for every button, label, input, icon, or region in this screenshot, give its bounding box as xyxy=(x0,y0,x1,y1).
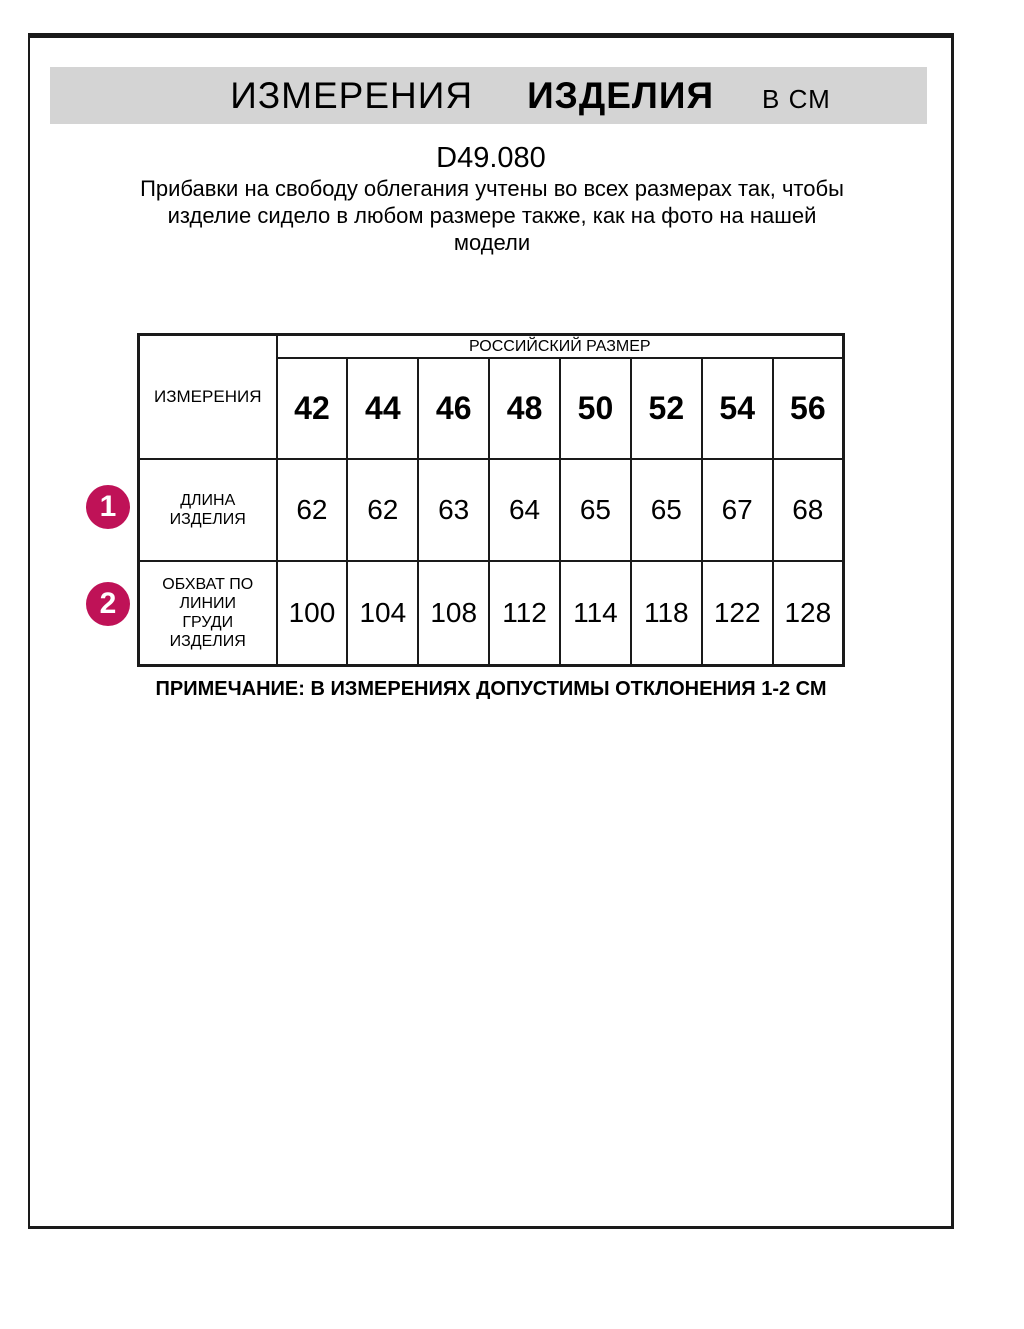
row-label-length: ДЛИНА ИЗДЕЛИЯ xyxy=(139,459,277,561)
size-header-cell: 50 xyxy=(560,358,631,459)
value-cell: 118 xyxy=(631,561,702,666)
measure-column-header-cell: ИЗМЕРЕНИЯ xyxy=(139,335,277,460)
page-title-product: ИЗДЕЛИЯ xyxy=(527,75,715,116)
page-title-measurements: ИЗМЕРЕНИЯ xyxy=(230,75,474,116)
size-header-cell: 56 xyxy=(773,358,844,459)
value-cell: 114 xyxy=(560,561,631,666)
value-cell: 128 xyxy=(773,561,844,666)
value-cell: 63 xyxy=(418,459,489,561)
page-title-unit: В СМ xyxy=(762,84,831,114)
row-label-chest: ОБХВАТ ПО ЛИНИИ ГРУДИ ИЗДЕЛИЯ xyxy=(139,561,277,666)
value-cell: 108 xyxy=(418,561,489,666)
size-header-cell: 44 xyxy=(347,358,418,459)
size-header-cell: 42 xyxy=(277,358,348,459)
size-header-cell: 54 xyxy=(702,358,773,459)
value-cell: 100 xyxy=(277,561,348,666)
size-header-cell: 46 xyxy=(418,358,489,459)
russian-size-header-cell: РОССИЙСКИЙ РАЗМЕР xyxy=(277,335,844,359)
tolerance-note: ПРИМЕЧАНИЕ: В ИЗМЕРЕНИЯХ ДОПУСТИМЫ ОТКЛОНЕНИЯ 1-2 СМ xyxy=(155,678,827,700)
model-code: D49.080 xyxy=(436,142,546,174)
table-row-group-header xyxy=(139,335,844,359)
size-header-cell: 48 xyxy=(489,358,560,459)
fit-description: Прибавки на свободу облегания учтены во всех размерах так, чтобы изделие сидело в любом размере также, как на фото на нашей модели xyxy=(140,176,844,255)
size-table xyxy=(137,333,845,667)
value-cell: 68 xyxy=(773,459,844,561)
value-cell: 62 xyxy=(347,459,418,561)
value-cell: 64 xyxy=(489,459,560,561)
value-cell: 122 xyxy=(702,561,773,666)
row-number-badge-2: 2 xyxy=(86,582,130,626)
title-bar xyxy=(50,67,927,124)
table-row-length xyxy=(139,459,844,561)
table-row-chest xyxy=(139,561,844,666)
value-cell: 67 xyxy=(702,459,773,561)
value-cell: 112 xyxy=(489,561,560,666)
value-cell: 62 xyxy=(277,459,348,561)
size-header-cell: 52 xyxy=(631,358,702,459)
value-cell: 104 xyxy=(347,561,418,666)
row-number-badge-1: 1 xyxy=(86,485,130,529)
value-cell: 65 xyxy=(631,459,702,561)
value-cell: 65 xyxy=(560,459,631,561)
